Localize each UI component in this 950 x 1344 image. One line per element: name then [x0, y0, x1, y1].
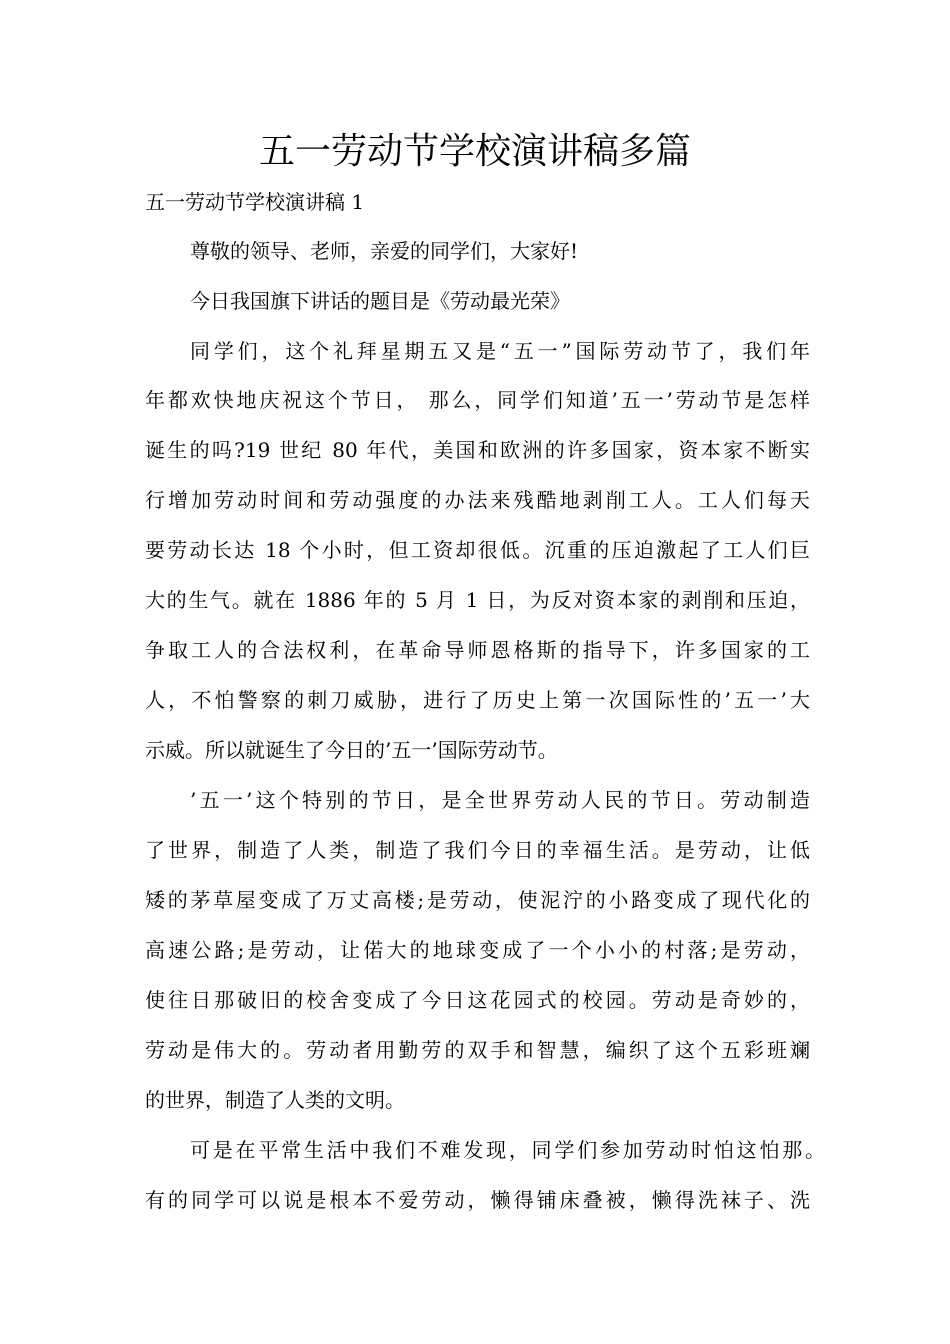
paragraph-topic: 今日我国旗下讲话的题目是《劳动最光荣》 — [190, 289, 570, 313]
text-line: 使往日那破旧的校舍变成了今日这花园式的校园。劳动是奇妙的， — [145, 988, 810, 1012]
text-line: 争取工人的合法权利，在革命导师恩格斯的指导下，许多国家的工 — [145, 638, 810, 662]
paragraph-greeting: 尊敬的领导、老师，亲爱的同学们，大家好! — [190, 239, 579, 263]
text-line: 大的生气。就在 1886 年的 5 月 1 日，为反对资本家的剥削和压迫， — [145, 588, 810, 612]
text-line: 劳动是伟大的。劳动者用勤劳的双手和智慧，编织了这个五彩班斓 — [145, 1038, 810, 1062]
text-line: 示威。所以就诞生了今日的’五一’国际劳动节。 — [145, 738, 558, 762]
text-line: 诞生的吗?19 世纪 80 年代，美国和欧洲的许多国家，资本家不断实 — [145, 438, 810, 462]
text-line: 人，不怕警察的刺刀威胁，进行了历史上第一次国际性的’五一’大 — [145, 688, 810, 712]
text-line: 的世界，制造了人类的文明。 — [145, 1088, 405, 1112]
text-line: 高速公路;是劳动，让偌大的地球变成了一个小小的村落;是劳动， — [145, 938, 810, 962]
text-line: 矮的茅草屋变成了万丈高楼;是劳动，使泥泞的小路变成了现代化的 — [145, 888, 810, 912]
section-heading: 五一劳动节学校演讲稿 1 — [145, 190, 365, 214]
text-line: 年都欢快地庆祝这个节日， 那么，同学们知道’五一’劳动节是怎样 — [145, 388, 810, 412]
text-line: 了世界，制造了人类，制造了我们今日的幸福生活。是劳动，让低 — [145, 838, 810, 862]
text-line: 有的同学可以说是根本不爱劳动，懒得铺床叠被，懒得洗袜子、洗 — [145, 1188, 810, 1212]
text-line: ’五一’这个特别的节日，是全世界劳动人民的节日。劳动制造 — [190, 788, 810, 812]
text-line: 行增加劳动时间和劳动强度的办法来残酷地剥削工人。工人们每天 — [145, 488, 810, 512]
text-line: 要劳动长达 18 个小时，但工资却很低。沉重的压迫激起了工人们巨 — [145, 538, 810, 562]
text-line: 同学们，这个礼拜星期五又是“五一”国际劳动节了，我们年 — [190, 339, 810, 363]
document-title: 五一劳动节学校演讲稿多篇 — [258, 131, 691, 172]
text-line: 可是在平常生活中我们不难发现，同学们参加劳动时怕这怕那。 — [190, 1138, 825, 1162]
